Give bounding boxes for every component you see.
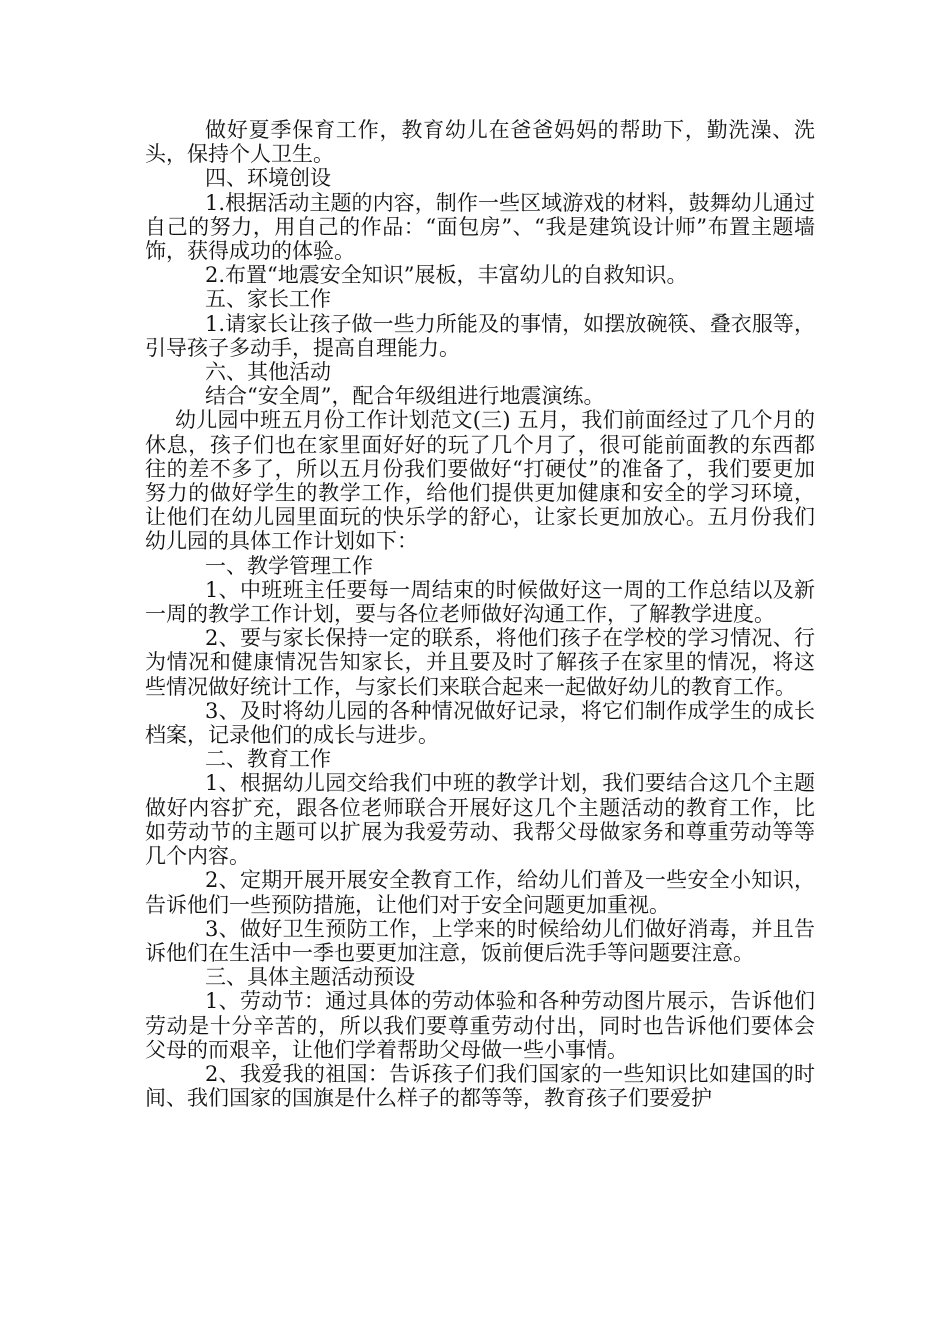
paragraph: 2、我爱我的祖国：告诉孩子们我们国家的一些知识比如建国的时间、我们国家的国旗是什么样子的都等等，教育孩子们要爱护 [145, 1061, 815, 1111]
section-heading: 五、家长工作 [205, 287, 331, 312]
paragraph: 2、定期开展开展安全教育工作，给幼儿们普及一些安全小知识，告诉他们一些预防措施，让他们对于安全问题更加重视。 [145, 868, 815, 917]
section-heading: 四、环境创设 [205, 166, 331, 191]
paragraph: 1.请家长让孩子做一些力所能及的事情，如摆放碗筷、叠衣服等，引导孩子多动手，提高自理能力。 [145, 311, 815, 360]
paragraph: 3、及时将幼儿园的各种情况做好记录，将它们制作成学生的成长档案，记录他们的成长与进步。 [145, 698, 815, 748]
section-heading: 六、其他活动 [205, 360, 331, 385]
section-heading: 三、具体主题活动预设 [205, 965, 415, 990]
paragraph: 结合“安全周”，配合年级组进行地震演练。 [205, 384, 605, 409]
paragraph: 1、根据幼儿园交给我们中班的教学计划，我们要结合这几个主题做好内容扩充，跟各位老师联合开展好这几个主题活动的教育工作，比如劳动节的主题可以扩展为我爱劳动、我帮父母做家务和尊重劳动等等几个内容。 [145, 771, 815, 869]
paragraph: 1.根据活动主题的内容，制作一些区域游戏的材料，鼓舞幼儿通过自己的努力，用自己的作品：“面包房”、“我是建筑设计师”布置主题墙饰，获得成功的体验。 [145, 190, 815, 264]
section-heading: 一、教学管理工作 [205, 553, 373, 578]
paragraph: 2、要与家长保持一定的联系，将他们孩子在学校的学习情况、行为情况和健康情况告知家长，并且要及时了解孩子在家里的情况，将这些情况做好统计工作，与家长们来联合起来一起做好幼儿的教育工作。 [145, 626, 815, 699]
paragraph: 1、劳动节：通过具体的劳动体验和各种劳动图片展示，告诉他们劳动是十分辛苦的，所以我们要尊重劳动付出，同时也告诉他们要体会父母的而艰辛，让他们学着帮助父母做一些小事情。 [145, 989, 815, 1062]
paragraph: 3、做好卫生预防工作，上学来的时候给幼儿们做好消毒，并且告诉他们在生活中一季也要更加注意，饭前便后洗手等问题要注意。 [145, 916, 815, 965]
paragraph: 1、中班班主任要每一周结束的时候做好这一周的工作总结以及新一周的教学工作计划，要与各位老师做好沟通工作，了解教学进度。 [145, 577, 815, 627]
section-heading: 二、教育工作 [205, 747, 331, 772]
paragraph: 做好夏季保育工作，教育幼儿在爸爸妈妈的帮助下，勤洗澡、洗头，保持个人卫生。 [145, 118, 815, 167]
document-body [145, 118, 815, 1110]
paragraph: 幼儿园中班五月份工作计划范文(三) 五月，我们前面经过了几个月的休息，孩子们也在家里面好好的玩了几个月了，很可能前面教的东西都往的差不多了，所以五月份我们要做好“打硬仗”的准备了，我们要更加努力的做好学生的教学工作，给他们提供更加健康和安全的学习环境，让他们在幼儿园里面玩的快乐学的舒心，让家长更加放心。五月份我们幼儿园的具体工作计划如下： [145, 408, 815, 554]
paragraph: 2.布置“地震安全知识”展板，丰富幼儿的自救知识。 [205, 263, 688, 288]
